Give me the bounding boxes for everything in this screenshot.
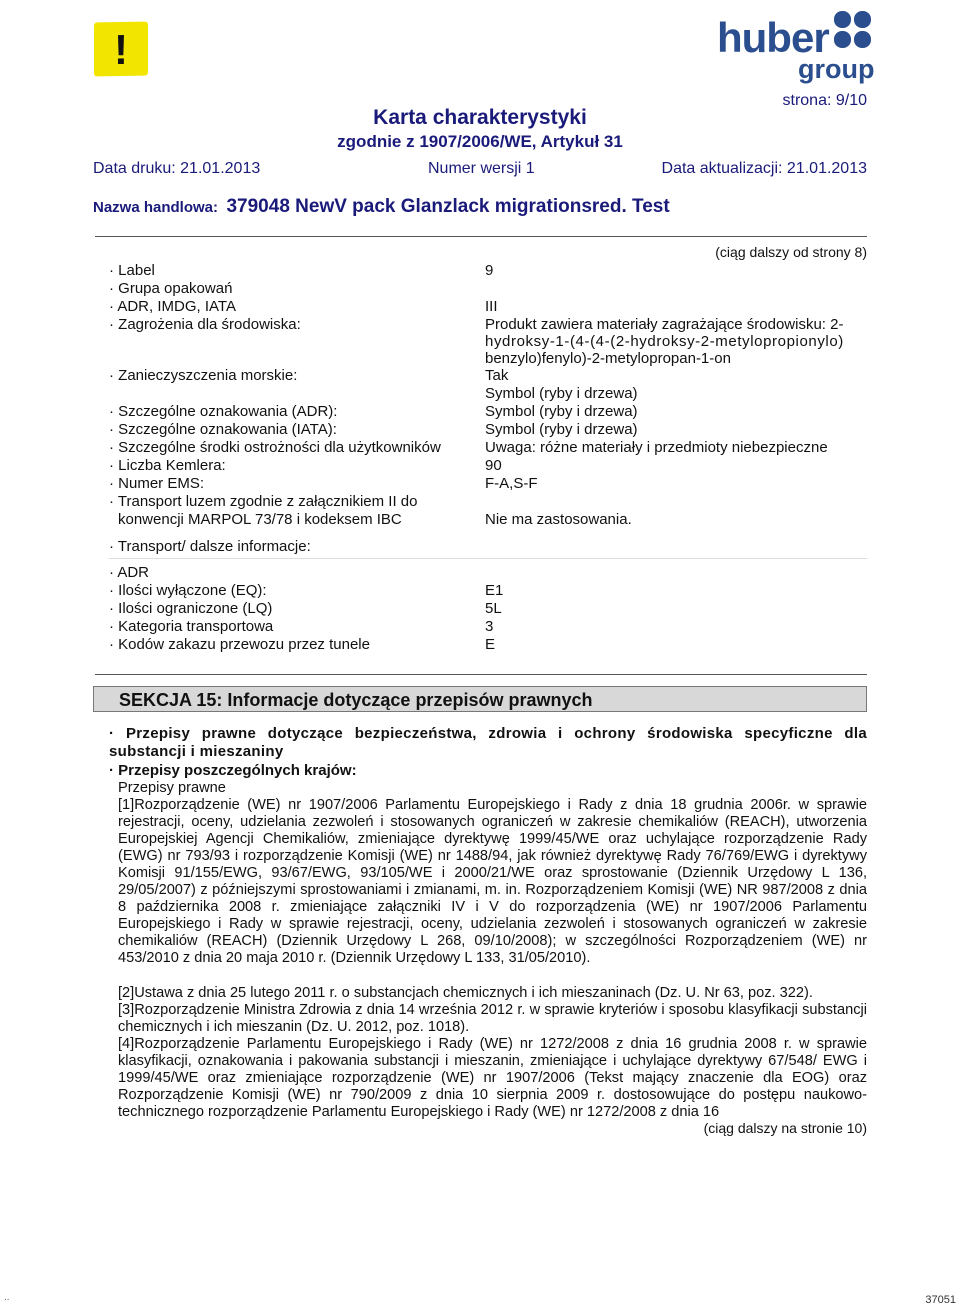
lq-value: 5L — [485, 600, 502, 617]
trade-name-value: 379048 NewV pack Glanzlack migrationsred. Test — [226, 196, 670, 217]
trade-name-label: Nazwa handlowa: — [93, 199, 219, 216]
kemler-label: · Liczba Kemlera: — [109, 457, 226, 474]
marine-value: Tak — [485, 367, 509, 384]
kemler-value: 90 — [485, 457, 502, 474]
section-15-ref2: [2]Ustawa z dnia 25 lutego 2011 r. o substancjach chemicznych i ich mieszaninach (Dz. U. Nr 63, poz. 322). — [118, 985, 813, 1001]
category-value: 3 — [485, 618, 494, 635]
version-number: Numer wersji 1 — [428, 160, 535, 177]
env-hazards-line1: Produkt zawiera materiały zagrażające środowisku: 2- — [485, 316, 844, 333]
continued-to: (ciąg dalszy na stronie 10) — [703, 1120, 867, 1136]
further-info-label: · Transport/ dalsze informacje: — [109, 538, 311, 555]
marpol-label-2: konwencji MARPOL 73/78 i kodeksem IBC — [118, 511, 402, 528]
lq-label: · Ilości ograniczone (LQ) — [109, 600, 273, 617]
marine-symbol: Symbol (ryby i drzewa) — [485, 385, 638, 402]
env-hazards-line2: hydroksy-1-(4-(4-(2-hydroksy-2-metylopropionylo) — [485, 333, 844, 350]
adr-label: · ADR — [109, 564, 150, 581]
print-date: Data druku: 21.01.2013 — [93, 160, 261, 177]
env-hazards-label: · Zagrożenia dla środowiska: — [109, 316, 301, 333]
continued-from: (ciąg dalszy od strony 8) — [715, 244, 867, 260]
exclamation-icon: ! — [114, 25, 128, 74]
section-15-ref1: [1]Rozporządzenie (WE) nr 1907/2006 Parlamentu Europejskiego i Rady z dnia 18 grudnia 2006r. w sprawie rejestracji, oceny, udzielania zezwoleń i stosowanych ograniczeń w zakresie chemikaliów (REACH), utworzenia Europejskiej Agencji Chemikaliów, zmieniające dyrektywę 1999/45/WE oraz uchylające rozporządzenie Rady (EWG) nr 793/93 i rozporządzenie Komisji (WE) nr 1488/94, jak również dyrektywę Rady 76/769/EWG i dyrektywy Komisji 91/155/EWG, 93/67/EWG, 93/105/WE i 2000/21/WE oraz sprostowanie (Dziennik Urzędowy L 136, 29/05/2007) z późniejszymi sprostowaniami i zmianami, m. in. Rozporządzeniem Komisji (WE) NR 987/2008 z dnia 8 października 2008 r. zmieniające załączniki IV i V do rozporządzenia (WE) nr 1907/2006 Parlamentu Europejskiego i Rady w sprawie rejestracji, oceny, udzielania zezwoleń i stosowanych ograniczeń w zakresie chemikaliów (REACH) (Dziennik Urzędowy L 268, 09/10/2008); w szczególności Rozporządzeniem (WE) nr 453/2010 z dnia 20 maja 2010 r. (Dziennik Urzędowy L 133, 31/05/2010). — [118, 797, 867, 966]
document-title: Karta charakterystyki — [373, 106, 587, 129]
section-15-heading: SEKCJA 15: Informacje dotyczące przepisów prawnych — [93, 686, 867, 712]
adr-marking-label: · Szczególne oznakowania (ADR): — [109, 403, 338, 420]
brand-logo — [715, 8, 875, 88]
marpol-label-1: · Transport luzem zgodnie z załącznikiem II do — [109, 493, 418, 510]
tunnel-label: · Kodów zakazu przewozu przez tunele — [109, 636, 370, 653]
tunnel-value: E — [485, 636, 496, 653]
precautions-label: · Szczególne środki ostrożności dla użytkowników — [109, 439, 441, 456]
ems-value: F-A,S-F — [485, 475, 538, 492]
iata-marking-value: Symbol (ryby i drzewa) — [485, 421, 638, 438]
ems-label: · Numer EMS: — [109, 475, 205, 492]
update-date: Data aktualizacji: 21.01.2013 — [661, 160, 867, 177]
marpol-value: Nie ma zastosowania. — [485, 511, 632, 528]
env-hazards-line3: benzylo)fenylo)-2-metylopropan-1-on — [485, 350, 731, 367]
eq-label: · Ilości wyłączone (EQ): — [109, 582, 267, 599]
packing-group-label: · Grupa opakowań — [109, 280, 233, 297]
divider — [95, 236, 867, 237]
hazard-logo — [94, 22, 148, 77]
eq-value: E1 — [485, 582, 504, 599]
document-code: 37051 — [925, 1294, 956, 1306]
adr-imdg-iata-label: · ADR, IMDG, IATA — [109, 298, 236, 315]
clover-icon — [833, 10, 873, 50]
label-value: 9 — [485, 262, 494, 279]
brand-logo-top: huber — [717, 14, 829, 61]
trade-name — [93, 196, 670, 218]
thin-divider — [109, 558, 867, 559]
precautions-value: Uwaga: różne materiały i przedmioty niebezpieczne — [485, 439, 828, 456]
section-15-ref4: [4]Rozporządzenie Parlamentu Europejskiego i Rady (WE) nr 1272/2008 z dnia 16 grudnia 2008 r. w sprawie klasyfikacji, oznakowania i pakowania substancji i mieszanin, zmieniające i uchylające dyrektywy 67/548/ EWG i 1999/45/WE oraz zmieniające rozporządzenie (WE) nr 1907/2006 (Tekst mający znaczenie dla EOG) oraz Rozporządzenie Komisji (WE) nr 790/2009 z dnia 10 sierpnia 2009 r. dostosowujące do postępu naukowo-technicznego rozporządzenie Parlamentu Europejskiego i Rady (WE) nr 1272/2008 z dnia 16 — [118, 1036, 867, 1120]
marine-label: · Zanieczyszczenia morskie: — [109, 367, 298, 384]
section-15-legal-heading: Przepisy prawne — [118, 780, 226, 796]
footer-left-mark: .. — [4, 1292, 10, 1303]
document-subtitle: zgodnie z 1907/2006/WE, Artykuł 31 — [337, 132, 623, 151]
section-15-ref3: [3]Rozporządzenie Ministra Zdrowia z dnia 14 września 2012 r. w sprawie kryteriów i sposobu klasyfikacji substancji chemicznych i ich mieszanin (Dz. U. 2012, poz. 1018). — [118, 1002, 867, 1035]
iata-marking-label: · Szczególne oznakowania (IATA): — [109, 421, 337, 438]
category-label: · Kategoria transportowa — [109, 618, 274, 635]
page-number: strona: 9/10 — [782, 92, 867, 109]
section-15-p1: · Przepisy prawne dotyczące bezpieczeństwa, zdrowia i ochrony środowiska specyficzne dla substancji i mieszaniny — [109, 725, 867, 760]
divider — [95, 674, 867, 675]
section-15-national-label: · Przepisy poszczególnych krajów: — [109, 762, 357, 779]
label-label: · Label — [109, 262, 155, 279]
adr-marking-value: Symbol (ryby i drzewa) — [485, 403, 638, 420]
adr-imdg-iata-value: III — [485, 298, 498, 315]
brand-logo-bottom: group — [798, 54, 875, 84]
